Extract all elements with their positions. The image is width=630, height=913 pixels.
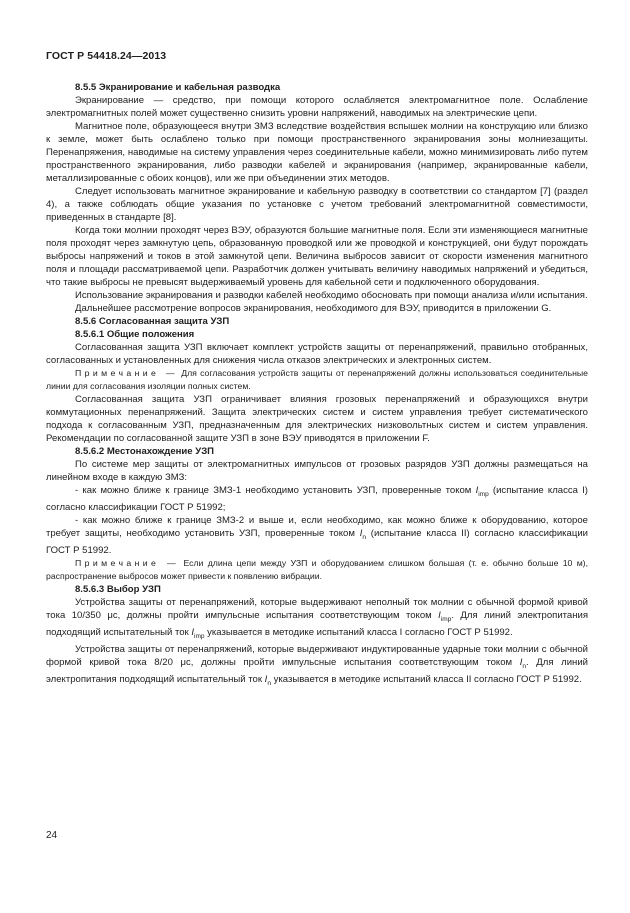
- note-label: Примечание —: [75, 368, 178, 378]
- current-symbol: $I_n$: [264, 673, 271, 687]
- note-text: Если длина цепи между УЗП и оборудованием слишком большая (т. е. обычно больше 10 м), распространение выбросов может привести к появлению вибрации.: [46, 557, 588, 581]
- body-paragraph: Когда токи молнии проходят через ВЭУ, образуются большие магнитные поля. Если эти изменяющиеся магнитные поля проходят через замкнутую цепь, образованную проводкой или же проводкой и конструкцией, они будут порождать выбросы напряжений и токов в этой замкнутой цепи. Величина выбросов зависит от скорости изменения магнитного поля и площади рассматриваемой цепи. Разработчик должен учитывать величину наводимых напряжений и убедиться, что такие выбросы не превысят выдерживаемый уровень для кабельной сети и подключенного оборудования.: [46, 225, 588, 288]
- note-text: Для согласования устройств защиты от перенапряжений должны использоваться соединительные линии для согласования изоляции полных систем.: [46, 368, 589, 391]
- current-symbol: $I_n$: [519, 656, 526, 670]
- body-paragraph: Устройства защиты от перенапряжений, которые выдерживают неполный ток молнии с обычной формой кривой тока 10/350 μс, должны пройти импульсные испытания соответствующим током $I_{imp}$. Для линий электропитания подходящий испытательный ток $I_{imp}$ указывается в методике испытаний класса I согласно ГОСТ Р 51992.: [46, 596, 589, 640]
- section-heading: 8.5.6 Согласованная защита УЗП: [75, 316, 230, 327]
- body-paragraph: Экранирование — средство, при помощи которого ослабляется электромагнитное поле. Ослабление электромагнитных полей может существенно снизить уровни напряжений, наводимых на электрические цепи.: [46, 95, 588, 119]
- body-paragraph: Устройства защиты от перенапряжений, которые выдерживают индуктированные ударные токи молнии с обычной формой кривой тока 8/20 μс, должны пройти импульсные испытания соответствующим током $I_n$. Для линий электропитания подходящий испытательный ток $I_n$ указывается в методике испытаний класса II согласно ГОСТ Р 51992.: [46, 643, 588, 687]
- document-header: ГОСТ Р 54418.24—2013: [46, 50, 167, 62]
- current-symbol: $I_{imp}$: [191, 626, 205, 640]
- current-symbol: $I_{imp}$: [438, 609, 452, 623]
- note-paragraph: [46, 557, 588, 583]
- body-paragraph: Следует использовать магнитное экранирование и кабельную разводку в соответствии со стандартом [7] (раздел 4), а также соблюдать общие указания по установке с учетом требований электромагнитной совместимости, приведенных в стандарте [8].: [46, 186, 588, 223]
- note-paragraph: [46, 367, 588, 393]
- body-paragraph: - как можно ближе к границе ЗМЗ-2 и выше и, если необходимо, как можно ближе к оборудованию, которое требует защиты, необходимо установить УЗП, проверенные током $I_n$ (испытание класса II) согласно классификации ГОСТ Р 51992.: [46, 514, 588, 556]
- body-paragraph: По системе мер защиты от электромагнитных импульсов от грозовых разрядов УЗП должны размещаться на линейном входе в каждую ЗМЗ:: [46, 459, 588, 483]
- body-paragraph: Дальнейшее рассмотрение вопросов экранирования, необходимого для ВЭУ, приводится в приложении G.: [75, 303, 552, 314]
- document-body: [46, 81, 588, 689]
- body-paragraph: Использование экранирования и разводки кабелей необходимо обосновать при помощи анализа и/или испытания.: [75, 290, 588, 301]
- page-number: 24: [46, 830, 58, 841]
- body-paragraph: - как можно ближе к границе ЗМЗ-1 необходимо установить УЗП, проверенные током $I_{imp}$ (испытание класса I) согласно классификации ГОСТ Р 51992;: [46, 485, 588, 513]
- section-heading: 8.5.6.2 Местонахождение УЗП: [75, 446, 215, 457]
- section-heading: 8.5.6.3 Выбор УЗП: [75, 583, 161, 595]
- current-symbol: $I_n$: [359, 527, 366, 541]
- current-symbol: $I_{imp}$: [475, 485, 489, 498]
- section-heading: 8.5.5 Экранирование и кабельная разводка: [75, 82, 281, 93]
- section-heading: 8.5.6.1 Общие положения: [75, 329, 195, 340]
- body-paragraph: Магнитное поле, образующееся внутри ЗМЗ вследствие воздействия вспышек молнии на конструкцию или близко к земле, может быть ослаблено только при помощи пространственного экранирования зоны молниезащиты. Перенапряжения, наводимые на систему управления через соединительные кабели, можно минимизировать либо путем пространственного экранирования, либо разводки кабелей и экранирования (например, экранированные кабели, металлизированные с обоих концов), или же при объединении этих методов.: [46, 121, 588, 184]
- note-label: Примечание —: [75, 557, 180, 568]
- body-paragraph: Согласованная защита УЗП ограничивает влияния грозовых перенапряжений и образующихся внутри коммутационных перенапряжений. Защита электрических систем и систем управления требует систематического подхода к согласованным УЗП, предназначенным для электрических низковольтных систем и систем управления. Рекомендации по согласованной защите УЗП в зоне ВЭУ приводятся в приложении F.: [46, 394, 588, 444]
- body-paragraph: Согласованная защита УЗП включает комплект устройств защиты от перенапряжений, правильно отобранных, согласованных и установленных для снижения числа отказов электрических и электронных систем.: [46, 342, 588, 366]
